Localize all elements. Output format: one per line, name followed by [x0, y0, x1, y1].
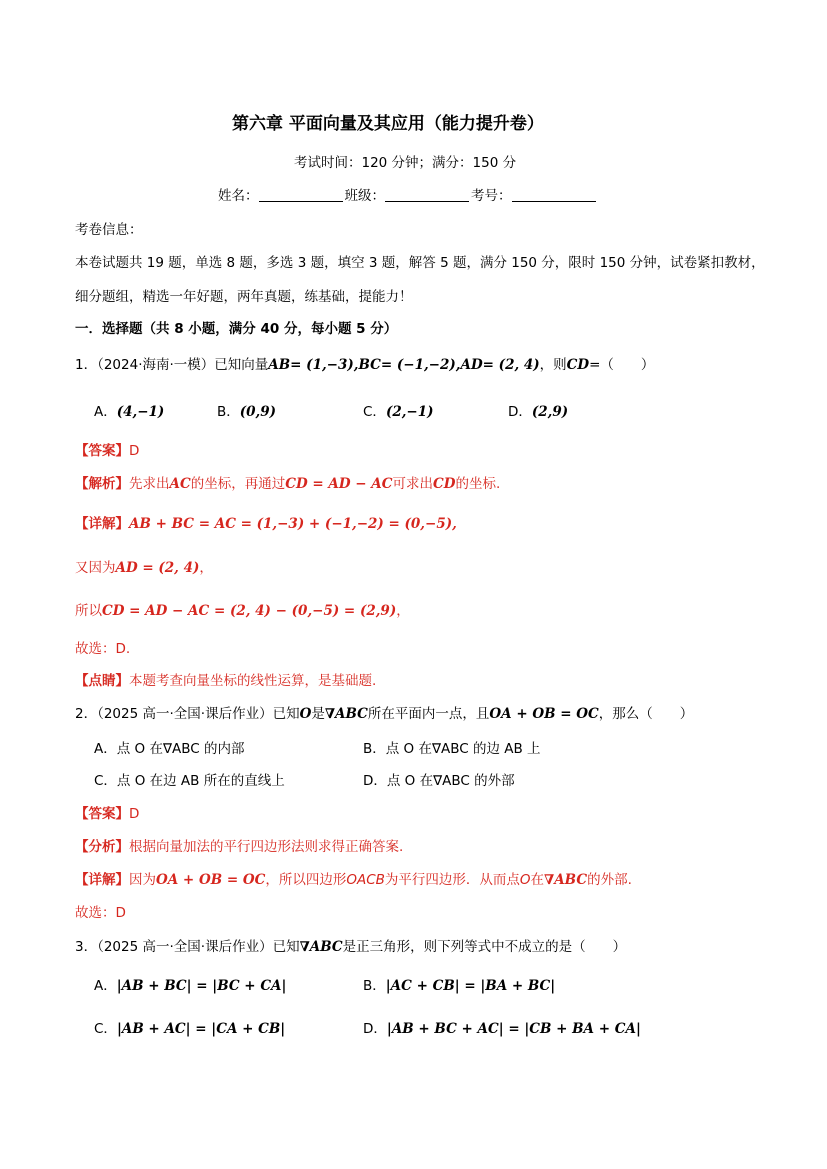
q1-option-d-value: (2,9): [531, 404, 569, 420]
q1-eq2: = (−1,−2),: [380, 357, 461, 373]
number-label: 考号：: [471, 188, 512, 204]
q3-option-a[interactable]: [94, 974, 286, 994]
q1-detail-3-pre: 所以: [75, 603, 102, 619]
q1-comment: [75, 669, 376, 689]
q2-detail-point-o: O: [519, 872, 531, 888]
q3-option-b-value: |AC + CB| = |BA + BC|: [385, 978, 556, 994]
q2-option-a[interactable]: A．点 O 在∇ABC 的内部: [94, 741, 245, 757]
q3-option-d-label: D．: [363, 1021, 387, 1037]
q2-detail-quadrilateral: OACB: [346, 872, 385, 888]
q1-detail-2-tail: ，: [199, 560, 213, 576]
exam-time: 考试时间：120 分钟；满分：150 分: [294, 155, 517, 171]
q3-option-d[interactable]: [363, 1017, 641, 1037]
q1-option-c-value: (2,−1): [385, 404, 434, 420]
q2-detail-in: 在: [530, 872, 545, 888]
q2-detail-equation: OA + OB = OC: [156, 872, 266, 888]
q1-detail-3-tail: ，: [396, 603, 410, 619]
q1-analysis-1: 先求出: [129, 476, 170, 492]
q2-answer: [75, 802, 139, 822]
section-heading: 一．选择题（共 8 小题，满分 40 分，每小题 5 分）: [75, 321, 398, 337]
q1-analysis-3: 可求出: [392, 476, 434, 492]
q2-answer-tag: 【答案】: [75, 806, 129, 822]
name-blank: [259, 187, 343, 202]
q1-analysis-2: 的坐标，再通过: [190, 476, 286, 492]
q3-option-a-value: |AB + BC| = |BC + CA|: [116, 978, 287, 994]
q2-option-c[interactable]: C．点 O 在边 AB 所在的直线上: [94, 773, 285, 789]
q1-comment-tag: 【点睛】: [75, 673, 129, 689]
q1-option-d[interactable]: [508, 400, 568, 420]
q2-analysis-tag: 【分析】: [75, 839, 129, 855]
q3-tail: 是正三角形，则下列等式中不成立的是（ ）: [342, 939, 627, 955]
q1-answer-value: D: [129, 443, 140, 459]
q1-detail-line-2: [75, 556, 213, 576]
q1-eq3: = (2, 4): [482, 357, 540, 373]
q1-detail-2-pre: 又因为: [75, 560, 116, 576]
q2-detail: [75, 868, 632, 888]
q3-triangle: ∇ABC: [299, 939, 343, 955]
q2-answer-value: D: [129, 806, 140, 822]
q2-analysis: [75, 835, 403, 855]
q2-tail: ，那么（ ）: [598, 706, 694, 722]
q2-select: 故选：D: [75, 905, 126, 921]
q1-option-a-label: A．: [94, 404, 117, 420]
q1-detail-equation-2: AD = (2, 4): [115, 560, 200, 576]
q2-analysis-text: 根据向量加法的平行四边形法则求得正确答案.: [129, 839, 404, 855]
q3-option-b[interactable]: [363, 974, 555, 994]
q3-prefix: 3．（2025 高一·全国·课后作业）已知: [75, 939, 300, 955]
q1-option-b[interactable]: [217, 400, 276, 420]
q1-detail-tag: 【详解】: [75, 516, 129, 532]
class-blank: [385, 187, 469, 202]
q1-then: ，则: [539, 357, 567, 373]
q2-option-b[interactable]: B．点 O 在∇ABC 的边 AB 上: [363, 741, 541, 757]
question-2-stem: [75, 702, 693, 722]
number-blank: [512, 187, 596, 202]
q2-point-o: O: [299, 706, 312, 722]
name-label: 姓名：: [218, 188, 259, 204]
vector-bc: BC: [358, 357, 381, 373]
q1-option-a-value: (4,−1): [116, 404, 165, 420]
q1-option-b-value: (0,9): [239, 404, 277, 420]
q1-eq1: = (1,−3),: [290, 357, 359, 373]
page-title: 第六章 平面向量及其应用（能力提升卷）: [232, 114, 544, 134]
q2-detail-tail: 的外部.: [587, 872, 632, 888]
q2-prefix: 2．（2025 高一·全国·课后作业）已知: [75, 706, 300, 722]
q1-answer: [75, 439, 139, 459]
q2-detail-mid2: 为平行四边形．从而点: [384, 872, 520, 888]
info-heading: 考卷信息：: [75, 222, 143, 238]
q2-is: 是: [311, 706, 325, 722]
vector-ab: AB: [268, 357, 291, 373]
q1-detail-equation-1: AB + BC = AC = (1,−3) + (−1,−2) = (0,−5),: [129, 516, 457, 532]
q1-option-c[interactable]: [363, 400, 434, 420]
q2-detail-mid: ，所以四边形: [265, 872, 347, 888]
q1-detail-equation-3: CD = AD − AC = (2, 4) − (0,−5) = (2,9): [102, 603, 397, 619]
question-3-stem: [75, 935, 626, 955]
q2-mid: 所在平面内一点，且: [367, 706, 490, 722]
q1-detail: [75, 512, 457, 532]
q1-option-c-label: C．: [363, 404, 386, 420]
student-info-row: [218, 184, 598, 204]
q1-tail: =（ ）: [589, 357, 655, 373]
q2-detail-tag: 【详解】: [75, 872, 129, 888]
q1-analysis-vector-ac: AC: [169, 476, 191, 492]
q1-analysis-tag: 【解析】: [75, 476, 129, 492]
q3-option-c-value: |AB + AC| = |CA + CB|: [116, 1021, 286, 1037]
q3-option-c-label: C．: [94, 1021, 117, 1037]
q1-option-b-label: B．: [217, 404, 240, 420]
q1-answer-tag: 【答案】: [75, 443, 129, 459]
q1-analysis: [75, 472, 500, 492]
q1-option-a[interactable]: [94, 400, 164, 420]
q2-detail-pre: 因为: [129, 872, 156, 888]
q2-triangle: ∇ABC: [324, 706, 368, 722]
question-1-stem: [75, 353, 654, 373]
q2-detail-triangle: ∇ABC: [544, 872, 588, 888]
q1-select: 故选：D.: [75, 641, 131, 657]
q1-prefix: 1．（2024·海南·一模）已知向量: [75, 357, 269, 373]
vector-cd: CD: [566, 357, 590, 373]
q3-option-d-value: |AB + BC + AC| = |CB + BA + CA|: [386, 1021, 641, 1037]
q3-option-b-label: B．: [363, 978, 386, 994]
q1-comment-text: 本题考查向量坐标的线性运算，是基础题.: [129, 673, 377, 689]
q1-analysis-vector-cd: CD: [433, 476, 456, 492]
q2-option-d[interactable]: D．点 O 在∇ABC 的外部: [363, 773, 515, 789]
vector-ad: AD: [460, 357, 483, 373]
info-line-2: 细分题组，精选一年好题，两年真题，练基础，提能力！: [75, 289, 413, 305]
q1-analysis-4: 的坐标.: [455, 476, 501, 492]
q3-option-a-label: A．: [94, 978, 117, 994]
q1-analysis-equation: CD = AD − AC: [285, 476, 393, 492]
info-line-1: 本卷试题共 19 题，单选 8 题，多选 3 题，填空 3 题，解答 5 题，满分 150 分，限时 150 分钟，试卷紧扣教材，: [75, 255, 765, 271]
q1-option-d-label: D．: [508, 404, 532, 420]
q3-option-c[interactable]: [94, 1017, 285, 1037]
q1-detail-line-3: [75, 599, 410, 619]
q2-equation: OA + OB = OC: [489, 706, 599, 722]
class-label: 班级：: [344, 188, 385, 204]
